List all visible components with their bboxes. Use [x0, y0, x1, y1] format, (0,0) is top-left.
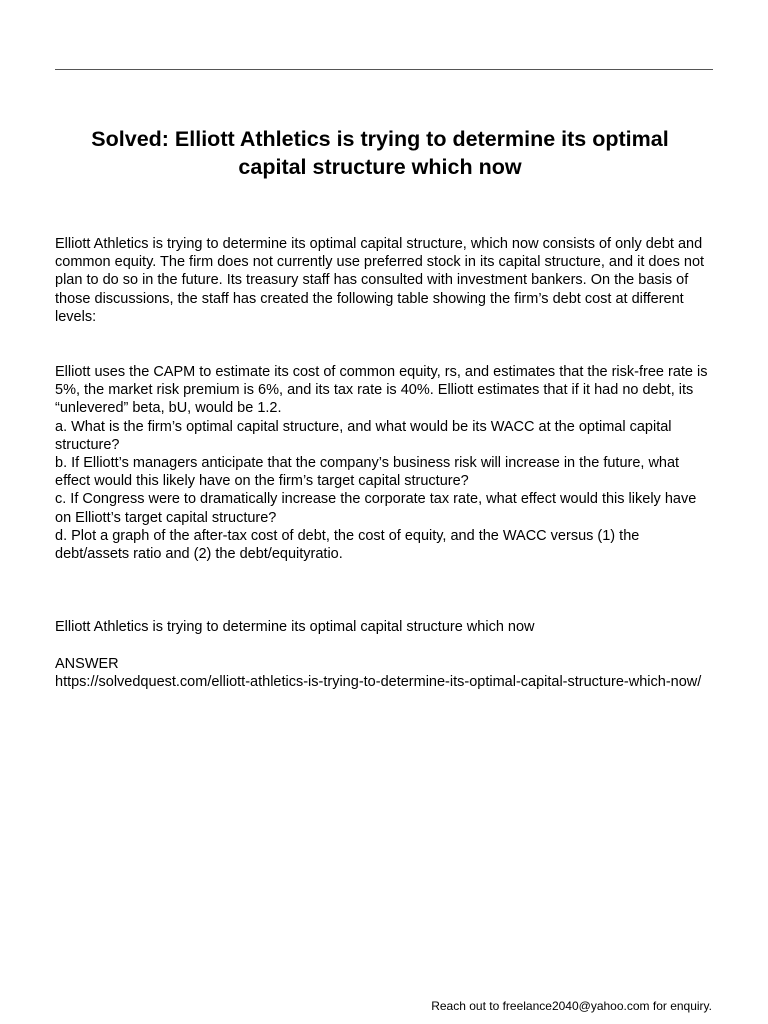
- top-divider: [55, 69, 713, 70]
- page-title: Solved: Elliott Athletics is trying to determine its optimal capital structure which now: [91, 127, 669, 179]
- capm-paragraph: Elliott uses the CAPM to estimate its cost of common equity, rs, and estimates that the risk-free rate is 5%, the market risk premium is 6%, and its tax rate is 40%. Elliott estimates that if it had no debt, its “unlevered” beta, bU, would be 1.2.: [55, 364, 708, 417]
- repeated-title: Elliott Athletics is trying to determine its optimal capital structure which now: [55, 619, 535, 635]
- question-d: d. Plot a graph of the after-tax cost of debt, the cost of equity, and the WACC versus (1) the debt/assets ratio and (2) the debt/equityratio.: [55, 527, 640, 563]
- question-c: c. If Congress were to dramatically increase the corporate tax rate, what effect would this likely have on Elliott’s target capital structure?: [55, 491, 697, 526]
- question-b: b. If Elliott’s managers anticipate that the company’s business risk will increase in the future, what effect would this likely have on the firm’s target capital structure?: [55, 455, 680, 490]
- answer-link[interactable]: https://solvedquest.com/elliott-athletics-is-trying-to-determine-its-optimal-capital-structure-which-now/: [55, 674, 702, 690]
- answer-label: ANSWER: [55, 656, 119, 672]
- question-block: [55, 363, 715, 563]
- intro-paragraph: Elliott Athletics is trying to determine its optimal capital structure, which now consists of only debt and common equity. The firm does not currently use preferred stock in its capital structure, and it does not plan to do so in the future. Its treasury staff has consulted with investment bankers. On the basis of those discussions, the staff has created the following table showing the firm’s debt cost at different levels:: [55, 236, 705, 325]
- footer-contact-note: Reach out to freelance2040@yahoo.com for enquiry.: [431, 999, 712, 1013]
- question-a: a. What is the firm’s optimal capital structure, and what would be its WACC at the optimal capital structure?: [55, 418, 672, 453]
